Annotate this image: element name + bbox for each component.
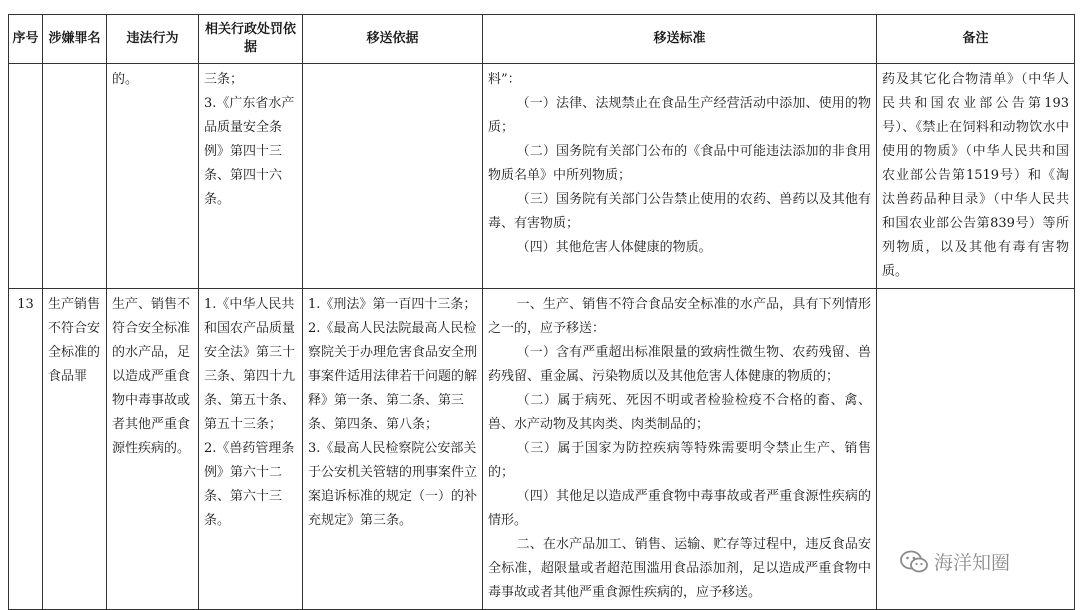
cont-behavior-text: 的。 xyxy=(112,72,139,87)
row13-standard-line: （三）属于国家为防控疾病等特殊需要明令禁止生产、销售的； xyxy=(488,441,871,480)
header-standard: 移送标准 xyxy=(483,15,877,64)
row13-basis-cell xyxy=(303,289,483,610)
row13-standard-cell xyxy=(483,289,877,610)
cont-standard-line: （二）国务院有关部门公布的《食品中可能违法添加的非食用物质名单》中所列物质； xyxy=(488,144,871,183)
table-row-continued xyxy=(9,64,1075,289)
header-crime: 涉嫌罪名 xyxy=(43,15,107,64)
watermark-text: 海洋知圈 xyxy=(934,552,1011,574)
cont-note-cell xyxy=(877,64,1075,289)
cont-behavior-cell xyxy=(107,64,199,289)
row13-penalty-line: 2.《兽药管理条例》第六十二条、第六十三条。 xyxy=(204,441,295,528)
row13-seq-cell: 13 xyxy=(9,289,43,610)
header-seq: 序号 xyxy=(9,15,43,64)
row13-basis-line: 3.《最高人民检察院公安部关于公安机关管辖的刑事案件立案追诉标准的规定（一）的补充规定》第三条。 xyxy=(308,441,478,528)
cont-basis-cell xyxy=(303,64,483,289)
row13-standard-line: （二）属于病死、死因不明或者检验检疫不合格的畜、禽、兽、水产动物及其肉类、肉类制品的； xyxy=(488,393,871,432)
header-note: 备注 xyxy=(877,15,1075,64)
row13-behavior-cell: 生产、销售不符合安全标准的水产品，足以造成严重食物中毒事故或者其他严重食源性疾病的。 xyxy=(107,289,199,610)
regulation-table xyxy=(8,14,1075,610)
cont-standard-line: （四）其他危害人体健康的物质。 xyxy=(516,240,712,255)
row13-basis-line: 2.《最高人民法院最高人民检察院关于办理危害食品安全刑事案件适用法律若干问题的解释》第一条、第二条、第三条、第四条、第八条； xyxy=(308,321,478,432)
row13-standard-line: 一、生产、销售不符合食品安全标准的水产品，具有下列情形之一的，应予移送： xyxy=(488,297,871,336)
cont-standard-cell xyxy=(483,64,877,289)
cont-penalty-cell xyxy=(199,64,303,289)
cont-penalty-line: 3.《广东省水产品质量安全条例》第四十三条、第四十六条。 xyxy=(204,96,295,207)
row13-standard-line: 二、在水产品加工、销售、运输、贮存等过程中，违反食品安全标准，超限量或者超范围滥用食品添加剂，足以造成严重食物中毒事故或者其他严重食源性疾病的，应予移送。 xyxy=(488,537,871,600)
header-row xyxy=(9,15,1075,64)
row13-penalty-line: 1.《中华人民共和国农产品质量安全法》第三十三条、第四十九条、第五十条、第五十三条； xyxy=(204,297,296,432)
header-behavior: 违法行为 xyxy=(107,15,199,64)
watermark xyxy=(900,548,1010,575)
cont-penalty-line: 三条； xyxy=(204,72,244,87)
cont-note-text: 药及其它化合物清单》（中华人民共和国农业部公告第193号）、《禁止在饲料和动物饮水中使用的物质》（中华人民共和国农业部公告第1519号）和《淘汰兽药品种目录》（中华人民共和国农业部公告第839号）等所列物质，以及其他有毒有害物质。 xyxy=(882,72,1069,279)
row13-basis-line: 1.《刑法》第一百四十三条； xyxy=(308,297,477,312)
row13-standard-line: （四）其他足以造成严重食物中毒事故或者严重食源性疾病的情形。 xyxy=(488,489,871,528)
header-basis: 移送依据 xyxy=(303,15,483,64)
row13-crime-cell: 生产销售不符合安全标准的食品罪 xyxy=(43,289,107,610)
row13-penalty-cell xyxy=(199,289,303,610)
cont-standard-line: （三）国务院有关部门公告禁止使用的农药、兽药以及其他有毒、有害物质； xyxy=(488,192,871,231)
header-penalty: 相关行政处罚依据 xyxy=(199,15,303,64)
cont-standard-line: （一）法律、法规禁止在食品生产经营活动中添加、使用的物质； xyxy=(488,96,871,135)
cont-seq-cell xyxy=(9,64,43,289)
wechat-icon xyxy=(900,550,928,574)
cont-crime-cell xyxy=(43,64,107,289)
cont-standard-line: 料”： xyxy=(488,72,521,87)
row13-standard-line: （一）含有严重超出标准限量的致病性微生物、农药残留、兽药残留、重金属、污染物质以及其他危害人体健康的物质的； xyxy=(488,345,871,384)
